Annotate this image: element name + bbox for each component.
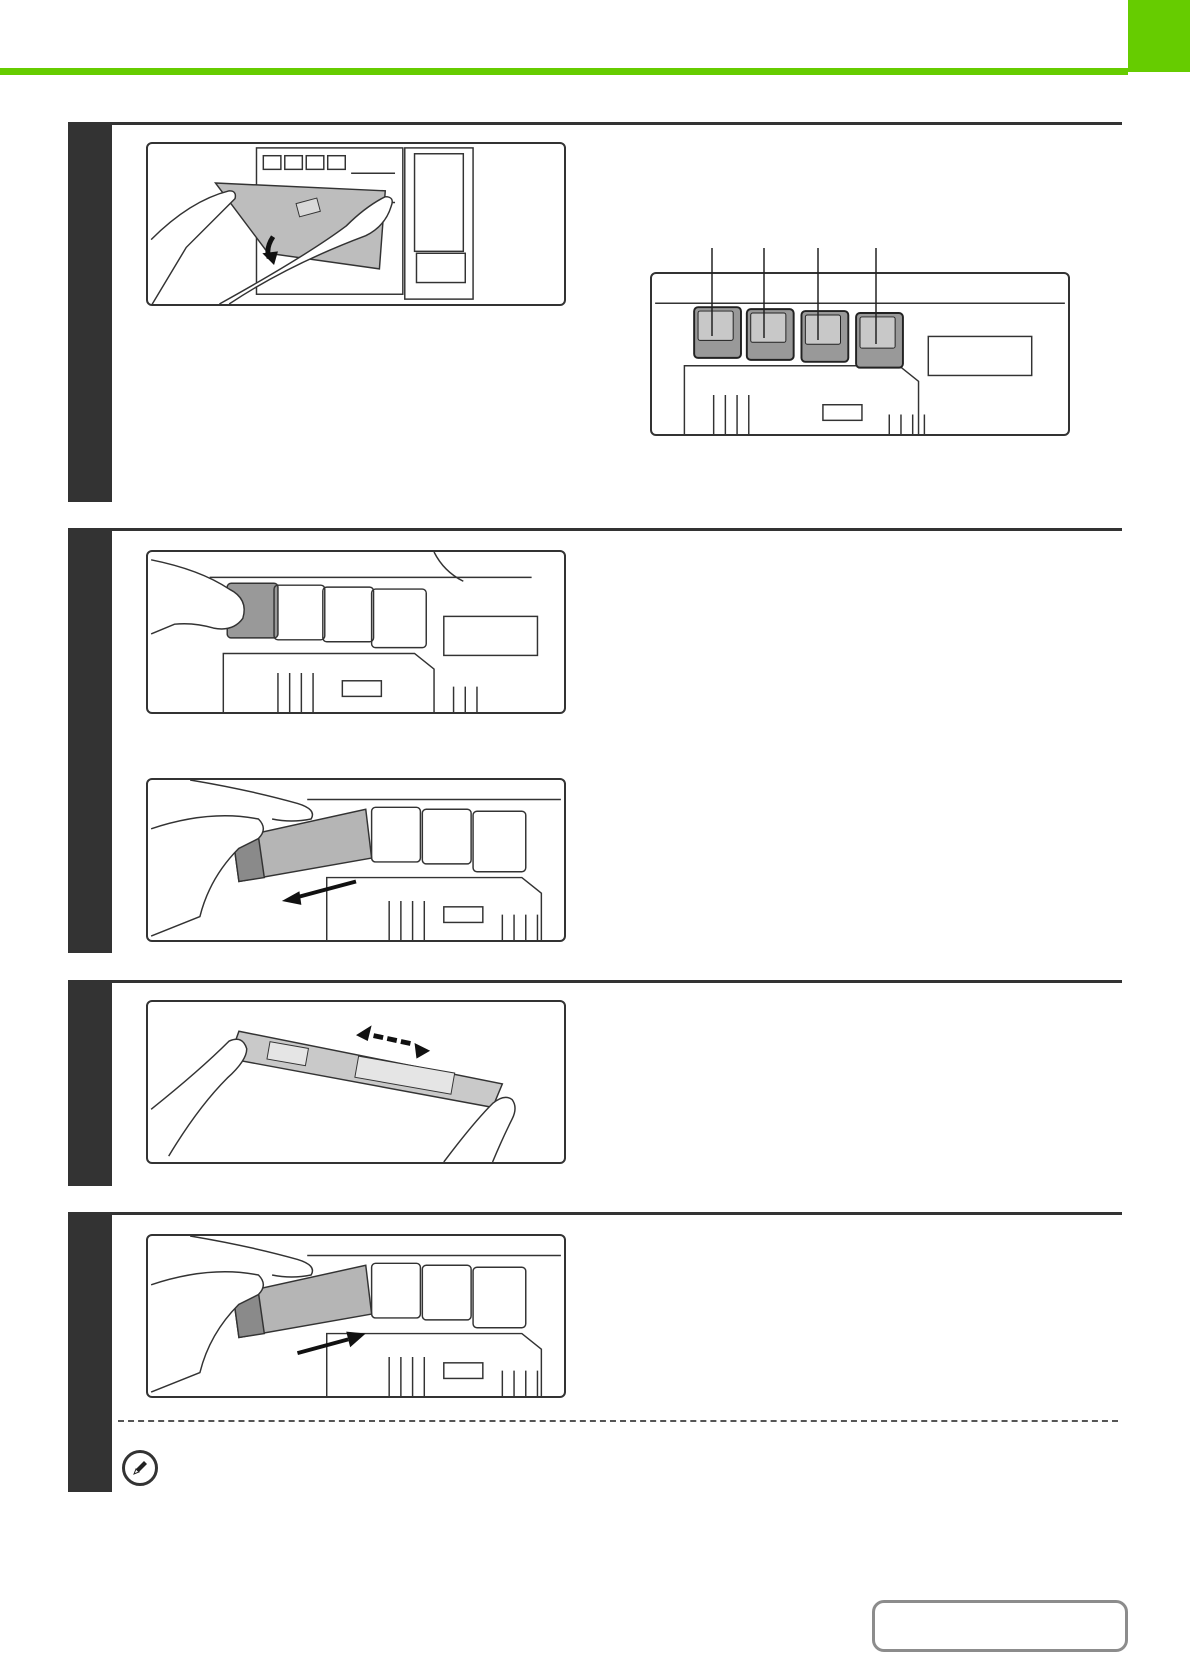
step-4-bar (68, 1212, 112, 1492)
figure-shake-new-cartridge (146, 1000, 566, 1164)
step-2-bar (68, 528, 112, 953)
step-4-rule (112, 1212, 1122, 1215)
header-accent-tab (1128, 0, 1190, 72)
figure-open-front-cover (146, 142, 566, 306)
step-3-bar (68, 980, 112, 1186)
note-separator (118, 1420, 1118, 1422)
pencil-note-icon (122, 1450, 158, 1486)
figure-pull-cartridge-out (146, 778, 566, 942)
contents-button[interactable] (872, 1600, 1128, 1652)
step-2-rule (112, 528, 1122, 531)
step-1-bar (68, 122, 112, 502)
step-3-rule (112, 980, 1122, 983)
step-1-rule (112, 122, 1122, 125)
figure-push-cartridge-lever (146, 550, 566, 714)
header-accent-rule (0, 68, 1128, 75)
cartridge-callout-lines (700, 246, 900, 346)
figure-insert-new-cartridge (146, 1234, 566, 1398)
